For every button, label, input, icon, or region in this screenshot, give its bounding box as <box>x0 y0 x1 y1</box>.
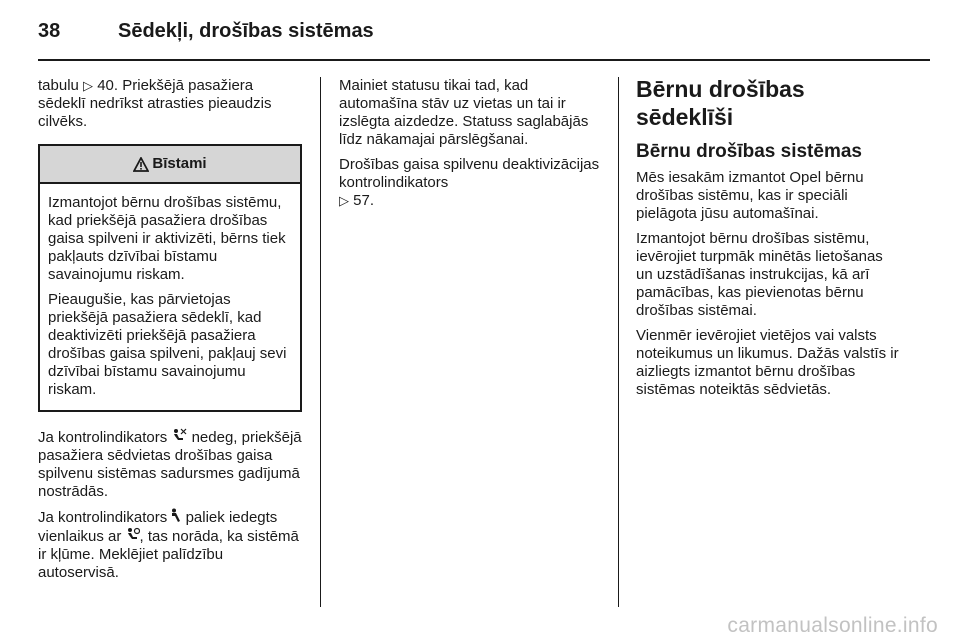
warning-body <box>40 184 300 410</box>
warning-paragraph: Pieaugušie, kas pārvietojas priekšējā pasažiera sēdeklī, kad deaktivizēti priekšējā pasažiera drošības gaisa spilveni, pakļauj sevi dzīvībai bīstamu savainojumu riskam. <box>48 291 287 398</box>
airbag-off-indicator-icon <box>171 428 187 443</box>
page-reference-link[interactable]: 40 <box>97 77 114 94</box>
indicator-reference-paragraph: Drošības gaisa spilvenu deaktivizācijas kontrolindikators ▷ 57. <box>339 156 600 209</box>
column-right <box>636 77 902 406</box>
subsection-heading: Bērnu drošības sistēmas <box>636 141 862 162</box>
reference-arrow-icon: ▷ <box>339 193 349 208</box>
danger-warning-box <box>38 144 302 412</box>
indicator-paragraph: Ja kontrolindikators nedeg, priekšējā pasažiera sēdvietas drošības gaisa spilvenu sistēmas sadursmes gadījumā nostrādās. <box>38 429 302 500</box>
column-divider-right <box>618 77 619 607</box>
page-reference-link[interactable]: 57. <box>353 192 375 209</box>
indicator-fault-paragraph: Ja kontrolindikators paliek iedegts vienlaikus ar , tas norāda, ka sistēmā ir kļūme. Meklējiet palīdzību autoservisā. <box>38 509 299 581</box>
warning-header <box>40 146 300 184</box>
page-title: Sēdekļi, drošības sistēmas <box>118 20 374 42</box>
page-number: 38 <box>38 20 61 42</box>
body-paragraph: Izmantojot bērnu drošības sistēmu, ievērojiet turpmāk minētās lietošanas un uzstādīšanas instrukcijas, kā arī pamācības, kas pievienotas bērnu drošības sistēmai. <box>636 230 883 319</box>
body-paragraph: Mēs iesakām izmantot Opel bērnu drošības sistēmu, kas ir speciāli pielāgota jūsu automašīnai. <box>636 169 864 222</box>
header-rule <box>38 59 930 61</box>
status-paragraph: Mainiet statusu tikai tad, kad automašīna stāv uz vietas un tai ir izslēgta aizdedze. Statuss saglabājās līdz nākamajai pārslēgšanai. <box>339 77 589 148</box>
column-left <box>38 77 302 589</box>
page-header <box>38 12 930 52</box>
intro-paragraph: tabulu ▷ 40. Priekšējā pasažiera sēdeklī nedrīkst atrasties pieaudzis cilvēks. <box>38 77 272 130</box>
body-paragraph: Vienmēr ievērojiet vietējos vai valsts noteikumus un likumus. Dažās valstīs ir aizliegts izmantot bērnu drošības sistēmas noteiktās sēdvietās. <box>636 327 899 398</box>
warning-title: Bīstami <box>152 155 207 172</box>
seatbelt-indicator-icon <box>171 508 181 523</box>
reference-arrow-icon: ▷ <box>83 78 94 93</box>
column-middle <box>339 77 607 217</box>
airbag-indicator-icon <box>126 527 140 542</box>
column-divider-left <box>320 77 321 607</box>
section-heading: Bērnu drošības sēdeklīši <box>636 76 805 130</box>
warning-paragraph: Izmantojot bērnu drošības sistēmu, kad priekšējā pasažiera drošības gaisa spilveni ir aktivizēti, bērns tiek pakļauts dzīvībai bīstamu savainojumu riskam. <box>48 194 286 283</box>
watermark-text: carmanualsonline.info <box>727 614 938 637</box>
warning-triangle-icon <box>133 157 149 172</box>
